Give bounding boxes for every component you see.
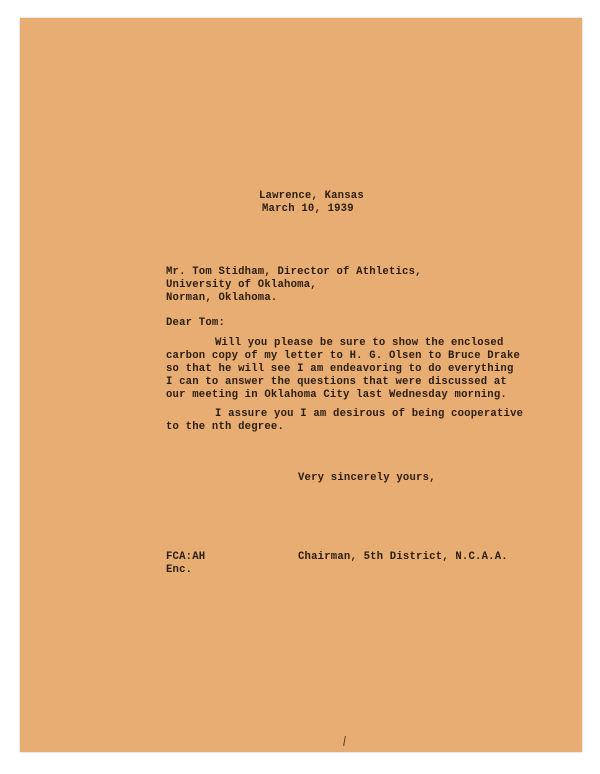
recipient-line-1: Mr. Tom Stidham, Director of Athletics, bbox=[166, 266, 422, 278]
initials: FCA:AH bbox=[166, 551, 206, 563]
paragraph-1-line-1: Will you please be sure to show the enclosed bbox=[215, 337, 504, 349]
place-line: Lawrence, Kansas bbox=[259, 190, 364, 202]
paragraph-1-line-2: carbon copy of my letter to H. G. Olsen to Bruce Drake bbox=[166, 350, 521, 362]
date-line: March 10, 1939 bbox=[262, 203, 354, 215]
paragraph-1-line-5: our meeting in Oklahoma City last Wednesday morning. bbox=[166, 389, 507, 401]
enclosure: Enc. bbox=[166, 564, 193, 576]
paragraph-1-line-3: so that he will see I am endeavoring to do everything bbox=[166, 363, 514, 375]
recipient-line-2: University of Oklahoma, bbox=[166, 279, 317, 291]
paragraph-1-line-4: I can to answer the questions that were discussed at bbox=[166, 376, 507, 388]
signature-title: Chairman, 5th District, N.C.A.A. bbox=[298, 551, 508, 563]
paragraph-2-line-1: I assure you I am desirous of being cooperative bbox=[215, 408, 524, 420]
closing: Very sincerely yours, bbox=[298, 472, 436, 484]
paragraph-2-line-2: to the nth degree. bbox=[166, 421, 285, 433]
recipient-line-3: Norman, Oklahoma. bbox=[166, 292, 278, 304]
salutation: Dear Tom: bbox=[166, 317, 226, 329]
